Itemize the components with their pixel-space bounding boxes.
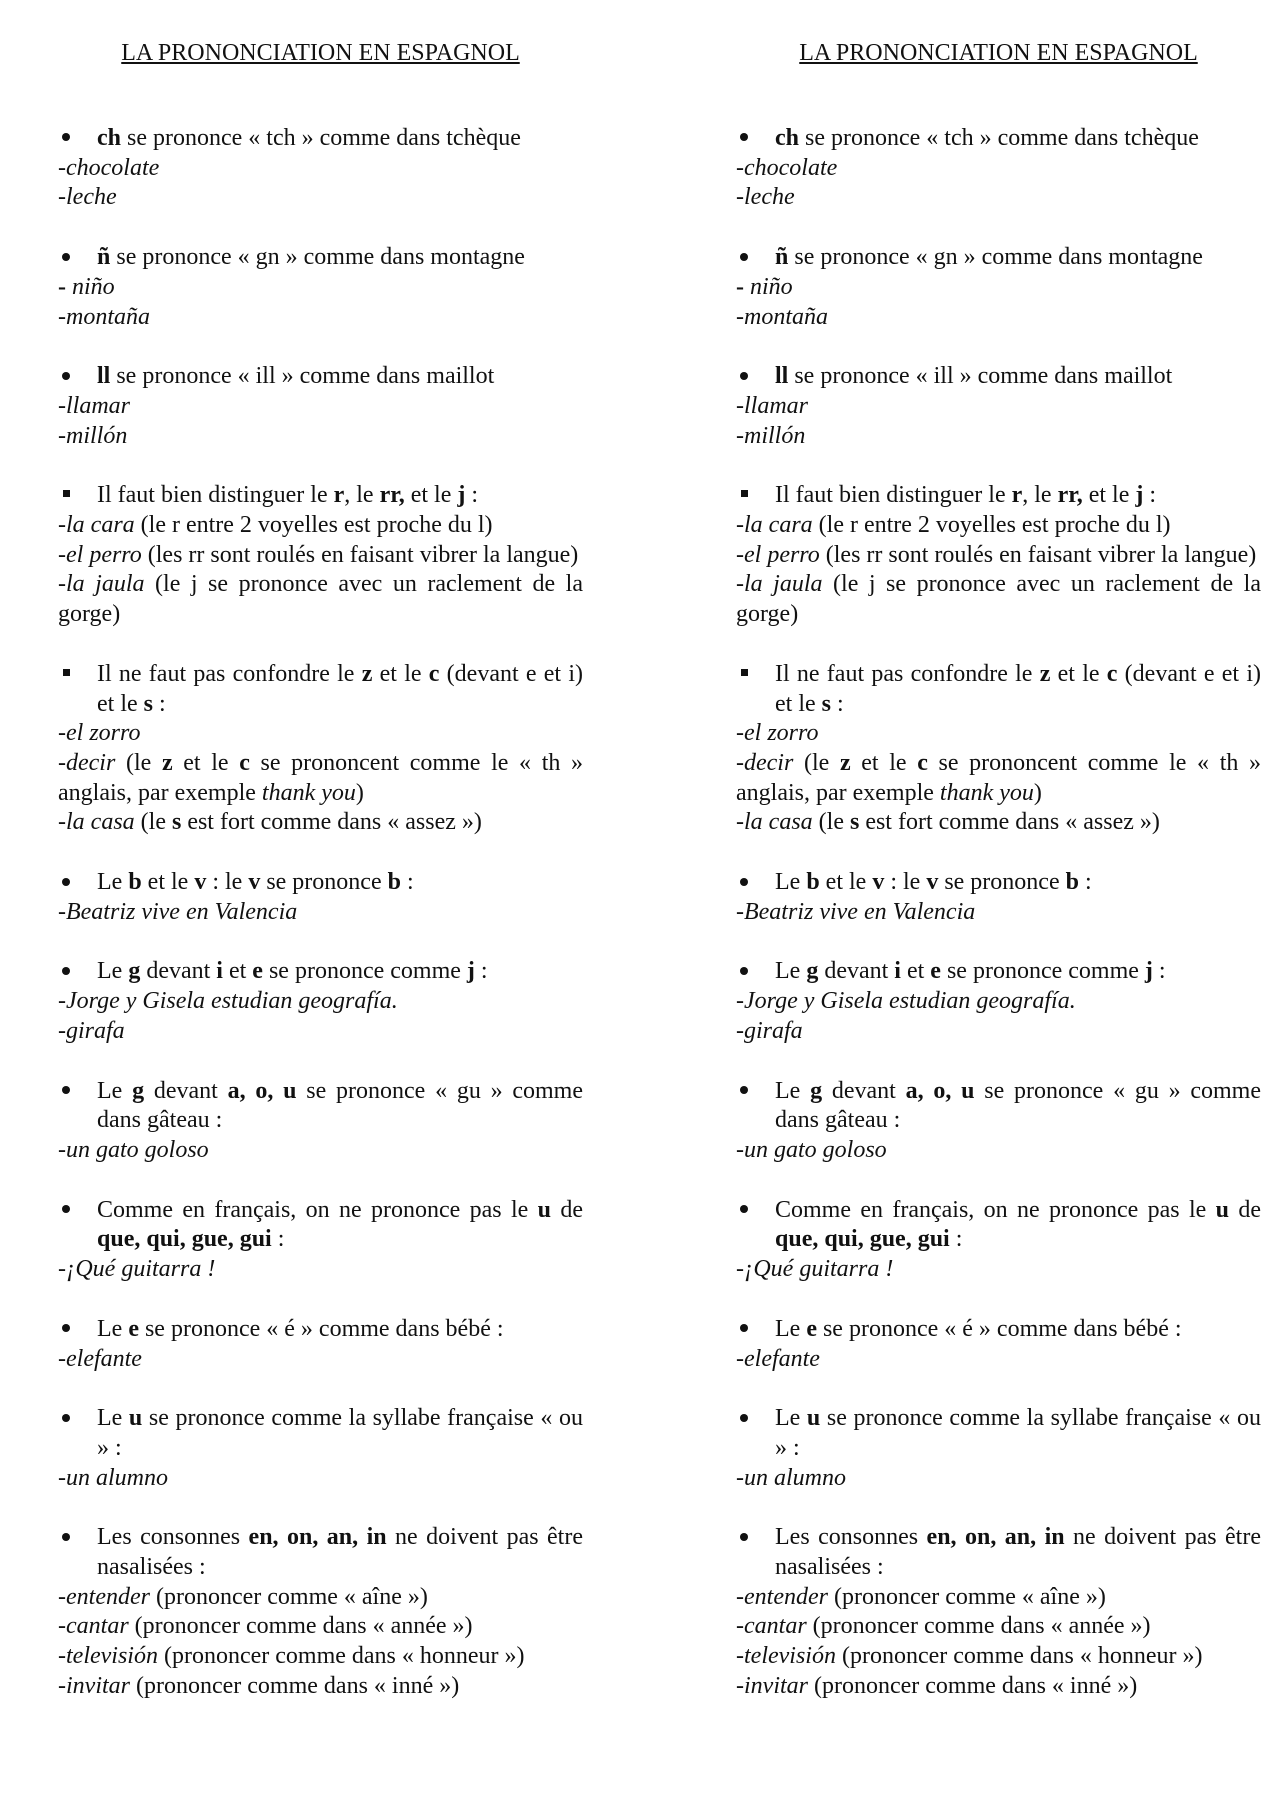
example-line: -invitar (prononcer comme dans « inné ») [736, 1672, 1138, 1699]
example-line: -la jaula (le j se prononce avec un raclement de la gorge) [58, 571, 583, 628]
rule-heading: Le g devant i et e se prononce comme j : [736, 957, 1261, 987]
bullet-dot-icon [740, 1086, 748, 1094]
bullet-dot-icon [740, 878, 748, 886]
example-line: -montaña [736, 303, 828, 330]
example-line: -Beatriz vive en Valencia [58, 898, 298, 925]
example-line: -invitar (prononcer comme dans « inné ») [58, 1672, 460, 1699]
example-line: -montaña [58, 303, 150, 330]
example-line: -elefante [736, 1345, 820, 1372]
example-line: -Jorge y Gisela estudian geografía. [58, 988, 398, 1015]
bullet-dot-icon [62, 1086, 70, 1094]
example-line: -el zorro [736, 720, 819, 747]
bullet-dot-icon [62, 372, 70, 380]
example-line: - niño [58, 273, 115, 300]
rule-heading: ch se prononce « tch » comme dans tchèque [736, 124, 1261, 154]
bullet-dot-icon [740, 1205, 748, 1213]
example-line: -un gato goloso [58, 1136, 209, 1163]
bullet-dot-icon [62, 253, 70, 261]
example-line: -millón [736, 422, 806, 449]
rule-heading: Il ne faut pas confondre le z et le c (devant e et i) et le s : [58, 660, 583, 719]
rule-heading: Comme en français, on ne prononce pas le u de que, qui, gue, gui : [736, 1196, 1261, 1255]
example-line: -girafa [736, 1017, 803, 1044]
section-enye [736, 243, 1261, 332]
example-line: -chocolate [736, 154, 838, 181]
example-line: -un gato goloso [736, 1136, 887, 1163]
section-b-v [58, 868, 583, 927]
rule-heading: Le u se prononce comme la syllabe française « ou » : [58, 1404, 583, 1463]
example-line: -girafa [58, 1017, 125, 1044]
example-line: -la cara (le r entre 2 voyelles est proche du l) [736, 512, 1171, 539]
section-r-rr-j [736, 481, 1261, 630]
bullet-dot-icon [62, 1324, 70, 1332]
section-g-hard [736, 1077, 1261, 1166]
bullet-dot-icon [740, 1324, 748, 1332]
example-line: -llamar [58, 392, 130, 419]
bullet-dot-icon [740, 1414, 748, 1422]
page-title: LA PRONONCIATION EN ESPAGNOL [121, 40, 520, 66]
rule-heading: Comme en français, on ne prononce pas le u de que, qui, gue, gui : [58, 1196, 583, 1255]
right-column [736, 0, 1261, 1732]
section-z-c-s [58, 660, 583, 838]
section-enye [58, 243, 583, 332]
section-g-soft [58, 957, 583, 1046]
rule-heading: Le e se prononce « é » comme dans bébé : [58, 1315, 583, 1345]
bullet-square-icon [63, 490, 70, 497]
rule-heading: ch se prononce « tch » comme dans tchèque [58, 124, 583, 154]
section-u [736, 1404, 1261, 1493]
example-line: -un alumno [58, 1464, 168, 1491]
rule-heading: Le g devant i et e se prononce comme j : [58, 957, 583, 987]
rule-heading: Il faut bien distinguer le r, le rr, et le j : [736, 481, 1261, 511]
example-line: -entender (prononcer comme « aîne ») [736, 1583, 1106, 1610]
example-line: -decir (le z et le c se prononcent comme le « th » anglais, par exemple thank you) [736, 749, 1262, 806]
rule-heading: Il ne faut pas confondre le z et le c (devant e et i) et le s : [736, 660, 1261, 719]
example-line: -Jorge y Gisela estudian geografía. [736, 988, 1076, 1015]
example-line: -leche [736, 184, 795, 211]
rule-heading: ñ se prononce « gn » comme dans montagne [58, 243, 583, 273]
bullet-dot-icon [740, 253, 748, 261]
rule-heading: Le b et le v : le v se prononce b : [736, 868, 1261, 898]
example-line: -¡Qué guitarra ! [736, 1256, 894, 1283]
example-line: -millón [58, 422, 128, 449]
section-u [58, 1404, 583, 1493]
example-line: -entender (prononcer comme « aîne ») [58, 1583, 428, 1610]
section-e [736, 1315, 1261, 1374]
section-b-v [736, 868, 1261, 927]
section-g-hard [58, 1077, 583, 1166]
example-line: -la casa (le s est fort comme dans « assez ») [736, 809, 1160, 836]
section-silent-u [736, 1196, 1261, 1285]
example-line: -un alumno [736, 1464, 846, 1491]
section-nasal [736, 1523, 1261, 1701]
rule-heading: Le e se prononce « é » comme dans bébé : [736, 1315, 1261, 1345]
bullet-dot-icon [740, 372, 748, 380]
rule-heading: Les consonnes en, on, an, in ne doivent pas être nasalisées : [58, 1523, 583, 1582]
rule-heading: Le g devant a, o, u se prononce « gu » comme dans gâteau : [58, 1077, 583, 1136]
bullet-square-icon [63, 669, 70, 676]
rule-heading: ll se prononce « ill » comme dans maillot [58, 362, 583, 392]
example-line: -decir (le z et le c se prononcent comme le « th » anglais, par exemple thank you) [58, 749, 584, 806]
bullet-dot-icon [62, 1414, 70, 1422]
example-line: -cantar (prononcer comme dans « année ») [58, 1613, 473, 1640]
bullet-dot-icon [62, 878, 70, 886]
bullet-dot-icon [62, 1533, 70, 1541]
example-line: -¡Qué guitarra ! [58, 1256, 216, 1283]
section-g-soft [736, 957, 1261, 1046]
example-line: - niño [736, 273, 793, 300]
section-silent-u [58, 1196, 583, 1285]
section-ll [58, 362, 583, 451]
bullet-square-icon [741, 490, 748, 497]
bullet-square-icon [741, 669, 748, 676]
example-line: -la cara (le r entre 2 voyelles est proche du l) [58, 512, 493, 539]
bullet-dot-icon [62, 133, 70, 141]
section-e [58, 1315, 583, 1374]
example-line: -chocolate [58, 154, 160, 181]
rule-heading: Le g devant a, o, u se prononce « gu » comme dans gâteau : [736, 1077, 1261, 1136]
rule-heading: Le b et le v : le v se prononce b : [58, 868, 583, 898]
example-line: -televisión (prononcer comme dans « honneur ») [736, 1643, 1203, 1670]
section-z-c-s [736, 660, 1261, 838]
section-ll [736, 362, 1261, 451]
example-line: -el zorro [58, 720, 141, 747]
left-column [58, 0, 583, 1732]
bullet-dot-icon [62, 1205, 70, 1213]
example-line: -Beatriz vive en Valencia [736, 898, 976, 925]
section-nasal [58, 1523, 583, 1701]
page-title: LA PRONONCIATION EN ESPAGNOL [799, 40, 1198, 66]
example-line: -la jaula (le j se prononce avec un raclement de la gorge) [736, 571, 1261, 628]
section-ch [58, 124, 583, 213]
example-line: -la casa (le s est fort comme dans « assez ») [58, 809, 482, 836]
bullet-dot-icon [740, 967, 748, 975]
rule-heading: ll se prononce « ill » comme dans maillot [736, 362, 1261, 392]
section-r-rr-j [58, 481, 583, 630]
example-line: -televisión (prononcer comme dans « honneur ») [58, 1643, 525, 1670]
rule-heading: Les consonnes en, on, an, in ne doivent pas être nasalisées : [736, 1523, 1261, 1582]
example-line: -el perro (les rr sont roulés en faisant vibrer la langue) [736, 541, 1257, 568]
example-line: -leche [58, 184, 117, 211]
rule-heading: ñ se prononce « gn » comme dans montagne [736, 243, 1261, 273]
rule-heading: Le u se prononce comme la syllabe française « ou » : [736, 1404, 1261, 1463]
example-line: -el perro (les rr sont roulés en faisant vibrer la langue) [58, 541, 579, 568]
example-line: -cantar (prononcer comme dans « année ») [736, 1613, 1151, 1640]
example-line: -elefante [58, 1345, 142, 1372]
section-ch [736, 124, 1261, 213]
bullet-dot-icon [62, 967, 70, 975]
bullet-dot-icon [740, 1533, 748, 1541]
example-line: -llamar [736, 392, 808, 419]
bullet-dot-icon [740, 133, 748, 141]
rule-heading: Il faut bien distinguer le r, le rr, et le j : [58, 481, 583, 511]
